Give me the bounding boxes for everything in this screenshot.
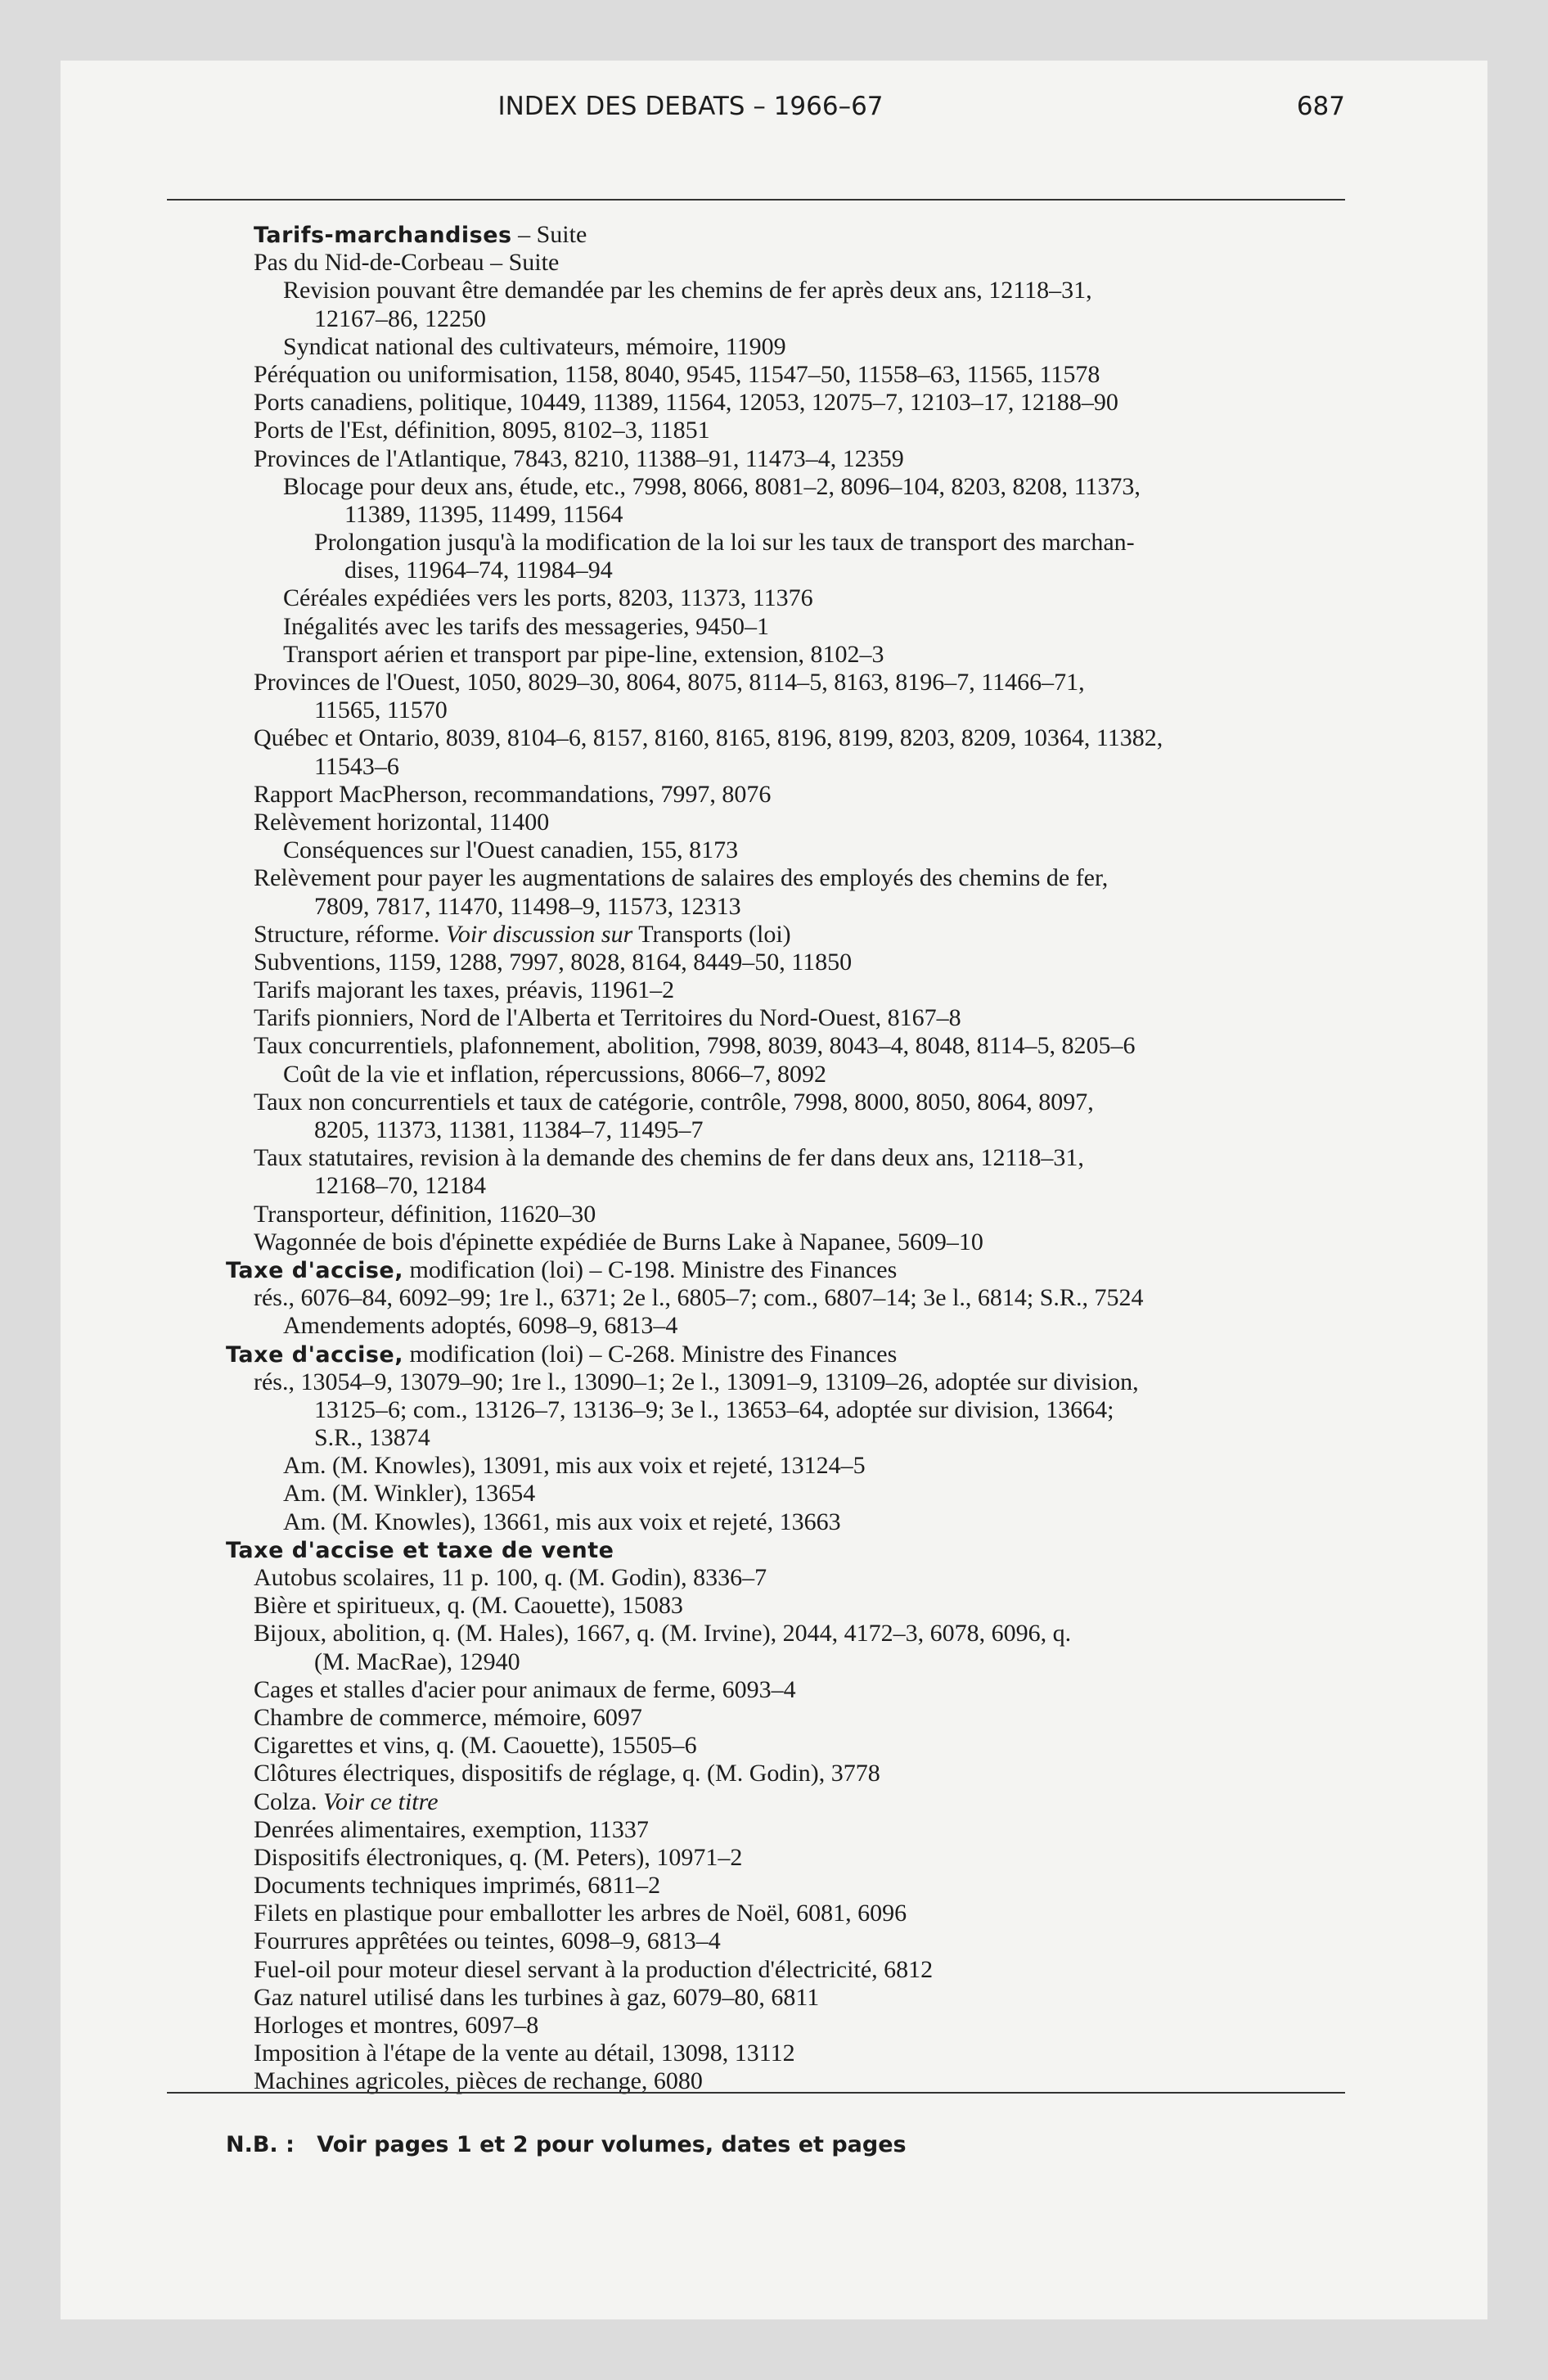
- index-entry: [226, 2012, 1355, 2040]
- entry-text: Chambre de commerce, mémoire, 6097: [254, 1703, 642, 1731]
- index-entry: [226, 249, 1355, 277]
- entry-text: Taux statutaires, revision à la demande des chemins de fer dans deux ans, 12118–31,: [254, 1144, 1084, 1172]
- index-entry: [226, 949, 1355, 976]
- entry-text: Ports canadiens, politique, 10449, 11389, 11564, 12053, 12075–7, 12103–17, 12188–90: [254, 389, 1118, 417]
- index-heading: [226, 1256, 1355, 1284]
- footer-nb-label: N.B. :: [226, 2132, 295, 2157]
- index-entry: [226, 557, 1355, 584]
- cross-reference: Voir discussion sur: [445, 920, 633, 948]
- index-entry: [226, 361, 1355, 389]
- index-heading: [226, 1536, 1355, 1564]
- entry-text: Pas du Nid-de-Corbeau – Suite: [254, 249, 560, 277]
- entry-text: Transporteur, définition, 11620–30: [254, 1200, 596, 1228]
- index-entry: [226, 1732, 1355, 1760]
- entry-text: 12168–70, 12184: [314, 1172, 486, 1200]
- index-entry: [226, 669, 1355, 696]
- entry-text: Prolongation jusqu'à la modification de la loi sur les taux de transport des marchan-: [314, 529, 1135, 557]
- index-entry: [226, 501, 1355, 529]
- entry-text: Subventions, 1159, 1288, 7997, 8028, 8164, 8449–50, 11850: [254, 948, 853, 976]
- index-entry: [226, 753, 1355, 781]
- index-entry: [226, 1676, 1355, 1704]
- index-entry: [226, 696, 1355, 724]
- index-entry: [226, 1844, 1355, 1872]
- entry-text: 11543–6: [314, 752, 399, 780]
- index-entry: [226, 864, 1355, 892]
- entry-text: 8205, 11373, 11381, 11384–7, 11495–7: [314, 1116, 704, 1143]
- heading-detail: modification (loi) – C-268. Ministre des Finances: [403, 1340, 898, 1368]
- heading-detail: – Suite: [511, 221, 587, 248]
- index-entry: [226, 529, 1355, 557]
- entry-text: Ports de l'Est, définition, 8095, 8102–3, 11851: [254, 417, 710, 444]
- index-entry: [226, 305, 1355, 333]
- index-entry: [226, 1620, 1355, 1648]
- entry-text: Rapport MacPherson, recommandations, 7997, 8076: [254, 780, 772, 808]
- index-entry: [226, 1284, 1355, 1312]
- entry-text: rés., 13054–9, 13079–90; 1re l., 13090–1; 2e l., 13091–9, 13109–26, adoptée sur division,: [254, 1368, 1139, 1395]
- entry-text: Colza.: [254, 1787, 323, 1815]
- entry-text: Blocage pour deux ans, étude, etc., 7998, 8066, 8081–2, 8096–104, 8203, 8208, 11373,: [283, 472, 1141, 500]
- entry-text: Taux concurrentiels, plafonnement, abolition, 7998, 8039, 8043–4, 8048, 8114–5, 8205–6: [254, 1032, 1136, 1060]
- index-entry: [226, 781, 1355, 809]
- index-entry: [226, 1201, 1355, 1228]
- entry-text: Filets en plastique pour emballotter les arbres de Noël, 6081, 6096: [254, 1900, 907, 1927]
- running-title: INDEX DES DEBATS – 1966–67: [497, 92, 884, 121]
- footer-note-text: Voir pages 1 et 2 pour volumes, dates et pages: [317, 2132, 907, 2157]
- index-entry: [226, 1032, 1355, 1060]
- header-rule: [167, 199, 1345, 201]
- entry-text: Taux non concurrentiels et taux de catégorie, contrôle, 7998, 8000, 8050, 8064, 8097,: [254, 1088, 1094, 1116]
- entry-text: 12167–86, 12250: [314, 304, 486, 332]
- entry-text: Syndicat national des cultivateurs, mémoire, 11909: [283, 332, 786, 360]
- index-entry: [226, 389, 1355, 417]
- heading-term: Taxe d'accise,: [226, 1341, 404, 1368]
- index-entry: [226, 976, 1355, 1004]
- entry-text: Structure, réforme.: [254, 920, 446, 948]
- entry-text: Tarifs pionniers, Nord de l'Alberta et Territoires du Nord-Ouest, 8167–8: [254, 1004, 961, 1032]
- index-entry: [226, 1089, 1355, 1116]
- index-entry: [226, 1592, 1355, 1620]
- index-entry: [226, 473, 1355, 501]
- entry-text: Machines agricoles, pièces de rechange, 6080: [254, 2067, 703, 2095]
- index-entry: [226, 1172, 1355, 1200]
- index-entry: [226, 613, 1355, 641]
- index-entry: [226, 893, 1355, 921]
- index-entry: [226, 1984, 1355, 2012]
- index-entry: [226, 333, 1355, 361]
- index-entry: [226, 277, 1355, 304]
- entry-text: 11565, 11570: [314, 696, 448, 724]
- index-entry: [226, 836, 1355, 864]
- heading-detail: modification (loi) – C-198. Ministre des Finances: [403, 1255, 898, 1283]
- entry-text: Am. (M. Knowles), 13091, mis aux voix et rejeté, 13124–5: [283, 1452, 866, 1480]
- index-entry: [226, 1564, 1355, 1592]
- entry-text: dises, 11964–74, 11984–94: [344, 557, 613, 584]
- entry-text: Horloges et montres, 6097–8: [254, 2012, 539, 2039]
- entry-text: Inégalités avec les tarifs des messageries, 9450–1: [283, 612, 769, 640]
- heading-term: Taxe d'accise et taxe de vente: [226, 1537, 614, 1563]
- index-entry: [226, 1816, 1355, 1844]
- index-entry: [226, 1927, 1355, 1955]
- entry-text: Revision pouvant être demandée par les chemins de fer après deux ans, 12118–31,: [283, 277, 1092, 304]
- entry-text: Autobus scolaires, 11 p. 100, q. (M. Godin), 8336–7: [254, 1564, 767, 1591]
- index-entry: [226, 724, 1355, 752]
- entry-text: Amendements adoptés, 6098–9, 6813–4: [283, 1312, 678, 1340]
- index-entry: [226, 1144, 1355, 1172]
- index-entry: [226, 1452, 1355, 1480]
- index-entry: [226, 1788, 1355, 1816]
- page-number: 687: [1296, 92, 1345, 121]
- index-heading: [226, 1341, 1355, 1368]
- entry-text: Denrées alimentaires, exemption, 11337: [254, 1815, 649, 1843]
- entry-text: Céréales expédiées vers les ports, 8203, 11373, 11376: [283, 584, 813, 612]
- entry-text: Documents techniques imprimés, 6811–2: [254, 1872, 661, 1900]
- index-entry: [226, 1956, 1355, 1984]
- entry-text: Fourrures apprêtées ou teintes, 6098–9, 6813–4: [254, 1927, 721, 1955]
- footer-rule: [167, 2092, 1345, 2094]
- entry-text: 13125–6; com., 13126–7, 13136–9; 3e l., 13653–64, adoptée sur division, 13664;: [314, 1395, 1114, 1423]
- entry-text: Relèvement pour payer les augmentations de salaires des employés des chemins de fer,: [254, 864, 1109, 892]
- cross-reference: Voir ce titre: [322, 1787, 439, 1815]
- index-entry: [226, 417, 1355, 444]
- index-entry: [226, 1424, 1355, 1452]
- index-entry: [226, 1704, 1355, 1732]
- entry-text: Relèvement horizontal, 11400: [254, 808, 550, 836]
- index-heading: [226, 221, 1355, 249]
- index-entry: [226, 1760, 1355, 1787]
- entry-text: Clôtures électriques, dispositifs de réglage, q. (M. Godin), 3778: [254, 1760, 880, 1787]
- entry-text: S.R., 13874: [314, 1424, 430, 1452]
- index-entry: [226, 641, 1355, 669]
- index-entry: [226, 1368, 1355, 1396]
- entry-text: Coût de la vie et inflation, répercussions, 8066–7, 8092: [283, 1060, 827, 1088]
- index-entry: [226, 1900, 1355, 1927]
- index-entry: [226, 1116, 1355, 1144]
- entry-text: Conséquences sur l'Ouest canadien, 155, 8173: [283, 836, 739, 864]
- index-entry: [226, 1480, 1355, 1508]
- index-entry: [226, 1061, 1355, 1089]
- entry-text: Wagonnée de bois d'épinette expédiée de Burns Lake à Napanee, 5609–10: [254, 1228, 983, 1255]
- entry-text: Cigarettes et vins, q. (M. Caouette), 15505–6: [254, 1732, 697, 1760]
- entry-text: Am. (M. Winkler), 13654: [283, 1480, 536, 1508]
- entry-text: Tarifs majorant les taxes, préavis, 11961–2: [254, 976, 675, 1004]
- entry-text: Am. (M. Knowles), 13661, mis aux voix et rejeté, 13663: [283, 1508, 841, 1535]
- entry-text: Provinces de l'Ouest, 1050, 8029–30, 8064, 8075, 8114–5, 8163, 8196–7, 11466–71,: [254, 669, 1085, 696]
- entry-text: Bijoux, abolition, q. (M. Hales), 1667, q. (M. Irvine), 2044, 4172–3, 6078, 6096, q.: [254, 1620, 1072, 1648]
- index-entry: [226, 1648, 1355, 1676]
- index-entry: [226, 809, 1355, 836]
- heading-term: Tarifs-marchandises: [254, 223, 512, 248]
- entry-text: Gaz naturel utilisé dans les turbines à gaz, 6079–80, 6811: [254, 1983, 820, 2011]
- footer-note: [226, 2132, 907, 2157]
- index-entry: [226, 584, 1355, 612]
- index-entries: [226, 221, 1355, 2096]
- entry-text: Dispositifs électroniques, q. (M. Peters), 10971–2: [254, 1843, 743, 1871]
- heading-term: Taxe d'accise,: [226, 1257, 404, 1283]
- entry-text: Québec et Ontario, 8039, 8104–6, 8157, 8160, 8165, 8196, 8199, 8203, 8209, 10364, 11382,: [254, 724, 1163, 752]
- index-entry: [226, 1508, 1355, 1536]
- index-entry: [226, 1872, 1355, 1900]
- index-entry: [226, 445, 1355, 473]
- entry-text: 7809, 7817, 11470, 11498–9, 11573, 12313: [314, 892, 741, 920]
- entry-text: Bière et spiritueux, q. (M. Caouette), 15083: [254, 1592, 683, 1620]
- entry-tail: Transports (loi): [632, 920, 791, 948]
- entry-text: 11389, 11395, 11499, 11564: [344, 500, 623, 528]
- index-entry: [226, 1004, 1355, 1032]
- entry-text: Transport aérien et transport par pipe-line, extension, 8102–3: [283, 640, 884, 668]
- entry-text: Imposition à l'étape de la vente au détail, 13098, 13112: [254, 2040, 795, 2067]
- index-entry: [226, 921, 1355, 949]
- page-header: [167, 88, 1345, 133]
- entry-text: Fuel-oil pour moteur diesel servant à la production d'électricité, 6812: [254, 1955, 934, 1983]
- index-entry: [226, 1228, 1355, 1256]
- index-entry: [226, 2040, 1355, 2067]
- entry-text: rés., 6076–84, 6092–99; 1re l., 6371; 2e l., 6805–7; com., 6807–14; 3e l., 6814; S.R., 7524: [254, 1284, 1144, 1312]
- entry-text: Provinces de l'Atlantique, 7843, 8210, 11388–91, 11473–4, 12359: [254, 444, 904, 472]
- entry-text: Péréquation ou uniformisation, 1158, 8040, 9545, 11547–50, 11558–63, 11565, 11578: [254, 360, 1100, 388]
- index-entry: [226, 1396, 1355, 1424]
- entry-text: (M. MacRae), 12940: [314, 1648, 520, 1675]
- entry-text: Cages et stalles d'acier pour animaux de ferme, 6093–4: [254, 1675, 796, 1703]
- index-entry: [226, 1312, 1355, 1340]
